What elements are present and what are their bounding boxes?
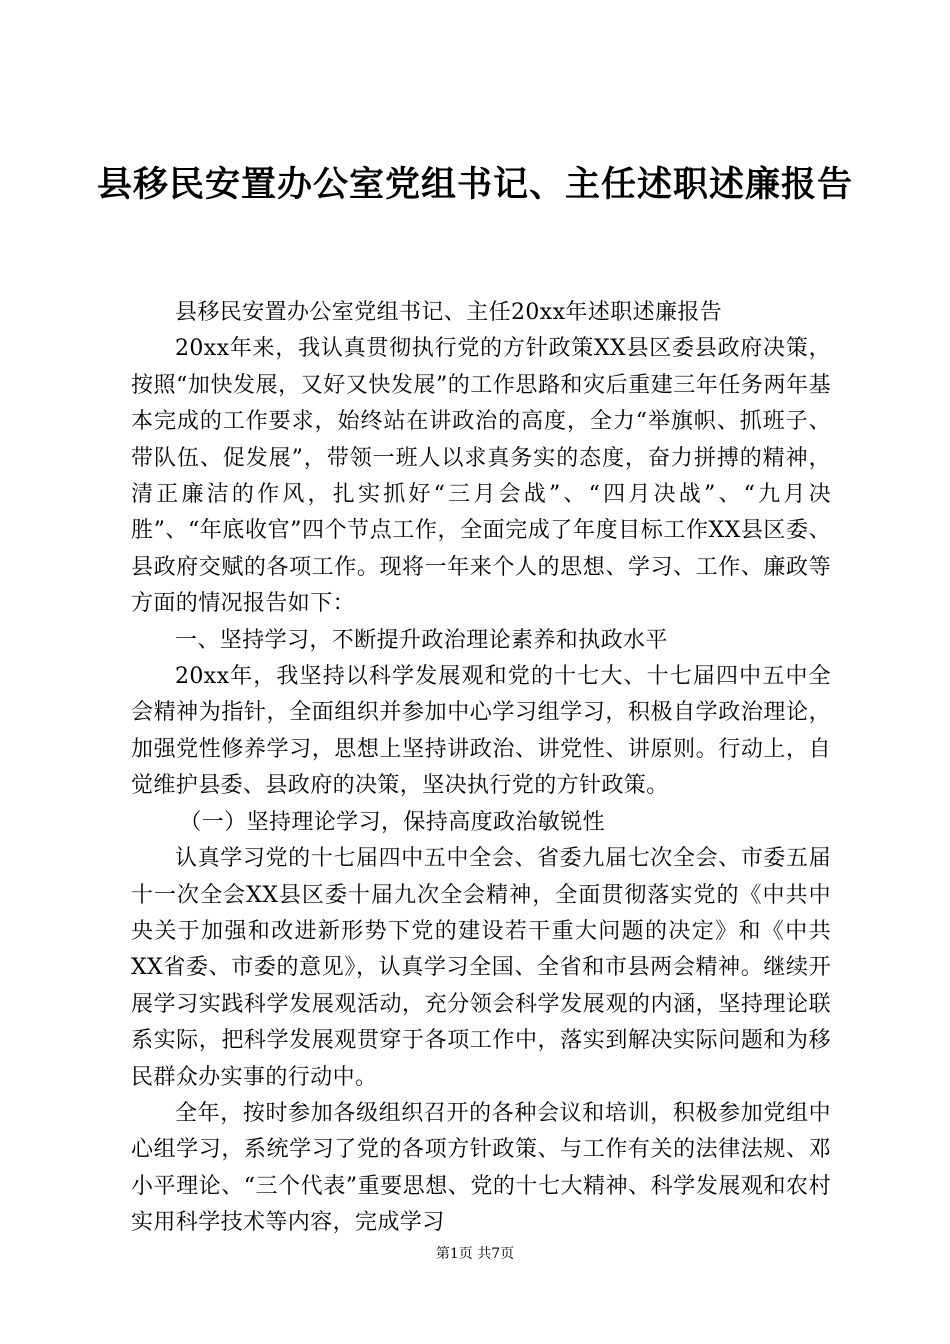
document-title: 县移民安置办公室党组书记、主任述职述廉报告 <box>96 164 853 205</box>
document-body <box>131 295 831 1242</box>
subsection-1-paragraph: 认真学习党的十七届四中五中全会、省委九届七次全会、市委五届十一次全会XX县区委十届九次全会精神，全面贯彻落实党的《中共中央关于加强和改进新形势下党的建设若干重大问题的决定》和《中共XX省委、市委的意见》，认真学习全国、全省和市县两会精神。继续开展学习实践科学发展观活动，充分领会科学发展观的内涵，坚持理论联系实际，把科学发展观贯穿于各项工作中，落实到解决实际问题和为移民群众办实事的行动中。 <box>131 846 831 1090</box>
section-heading-1: 一、坚持学习，不断提升政治理论素养和执政水平 <box>175 627 668 653</box>
section-1-paragraph: 20xx年，我坚持以科学发展观和党的十七大、十七届四中五中全会精神为指针，全面组织并参加中心学习组学习，积极自学政治理论，加强党性修养学习，思想上坚持讲政治、讲党性、讲原则。行动上，自觉维护县委、县政府的决策，坚决执行党的方针政策。 <box>131 664 831 799</box>
page-number-footer: 第1页 共7页 <box>435 1246 515 1262</box>
annual-study-paragraph: 全年，按时参加各级组织召开的各种会议和培训，积极参加党组中心组学习，系统学习了党的各项方针政策、与工作有关的法律法规、邓小平理论、“三个代表”重要思想、党的十七大精神、科学发展观和农村实用科学技术等内容，完成学习 <box>131 1100 831 1236</box>
introduction-paragraph: 20xx年来，我认真贯彻执行党的方针政策XX县区委县政府决策，按照“加快发展，又好又快发展”的工作思路和灾后重建三年任务两年基本完成的工作要求，始终站在讲政治的高度，全力“举旗帜、抓班子、带队伍、促发展”，带领一班人以求真务实的态度，奋力拼搏的精神，清正廉洁的作风，扎实抓好“三月会战”、“四月决战”、“九月决胜”、“年底收官”四个节点工作，全面完成了年度目标工作XX县区委、县政府交赋的各项工作。现将一年来个人的思想、学习、工作、廉政等方面的情况报告如下： <box>131 336 831 617</box>
subsection-heading-1: （一）坚持理论学习，保持高度政治敏锐性 <box>179 809 605 835</box>
report-subtitle-paragraph: 县移民安置办公室党组书记、主任20xx年述职述廉报告 <box>175 300 723 325</box>
